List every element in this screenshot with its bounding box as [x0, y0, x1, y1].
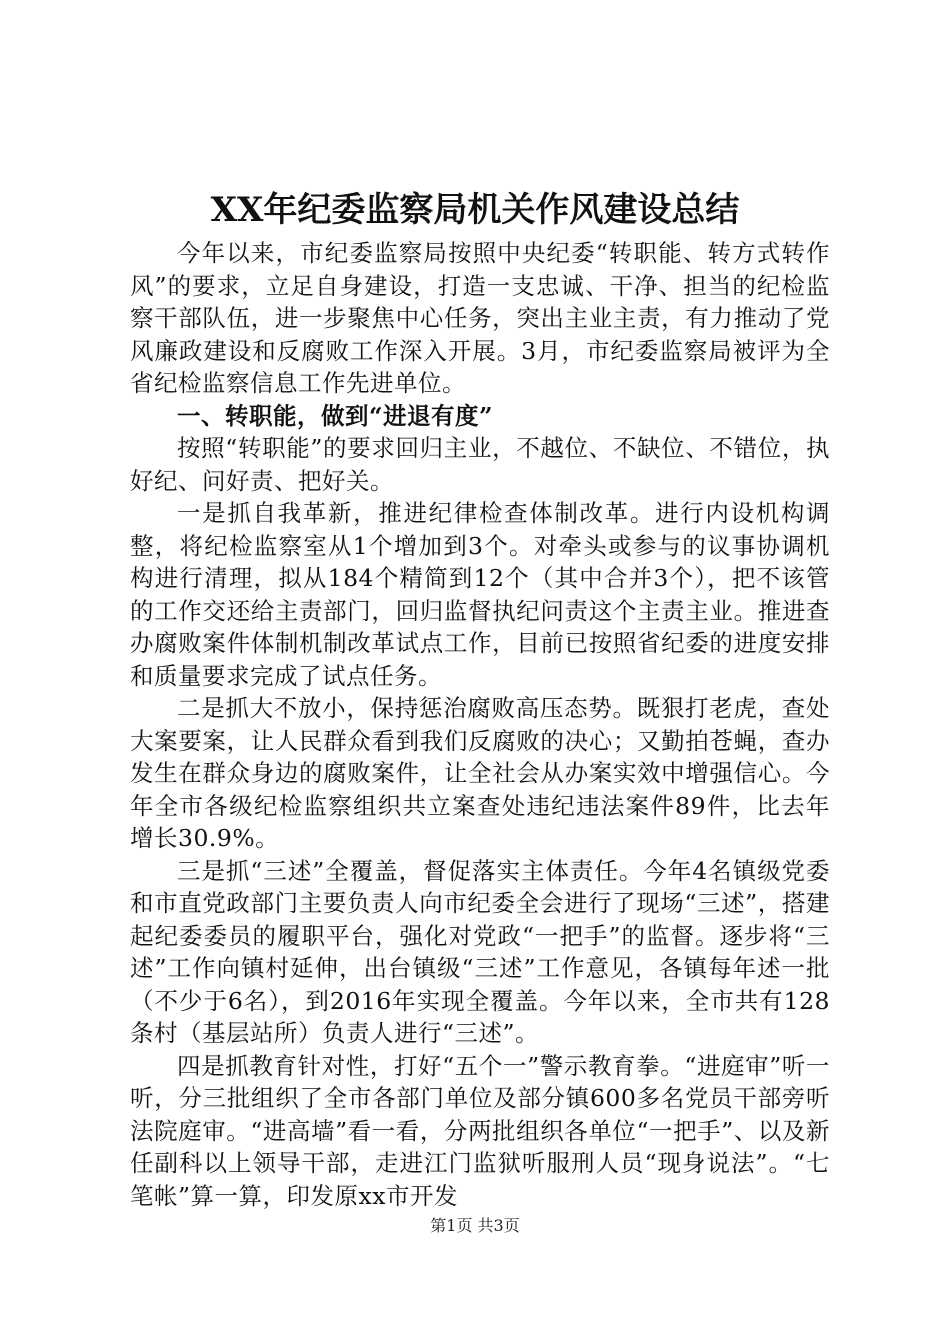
body-paragraph: 按照“转职能”的要求回归主业，不越位、不缺位、不错位，执好纪、问好责、把好关。 [130, 434, 830, 495]
body-paragraph: 二是抓大不放小，保持惩治腐败高压态势。既狠打老虎，查处大案要案，让人民群众看到我们反腐败的决心；又勤拍苍蝇，查办发生在群众身边的腐败案件，让全社会从办案实效中增强信心。今年全市各级纪检监察组织共立案查处违纪违法案件89件，比去年增长30.9%。 [130, 694, 830, 852]
section-heading: 一、转职能，做到“进退有度” [177, 401, 494, 430]
body-paragraph: 三是抓“三述”全覆盖，督促落实主体责任。今年4名镇级党委和市直党政部门主要负责人向市纪委全会进行了现场“三述”，搭建起纪委委员的履职平台，强化对党政“一把手”的监督。逐步将“三述”工作向镇村延伸，出台镇级“三述”工作意见，各镇每年述一批（不少于6名），到2016年实现全覆盖。今年以来，全市共有128条村（基层站所）负责人进行“三述”。 [130, 856, 830, 1047]
page-number-footer: 第1页 共3页 [430, 1216, 520, 1235]
intro-paragraph: 今年以来，市纪委监察局按照中央纪委“转职能、转方式转作风”的要求，立足自身建设，打造一支忠诚、干净、担当的纪检监察干部队伍，进一步聚焦中心任务，突出主业主责，有力推动了党风廉政建设和反腐败工作深入开展。3月，市纪委监察局被评为全省纪检监察信息工作先进单位。 [130, 239, 830, 397]
body-paragraph: 四是抓教育针对性，打好“五个一”警示教育拳。“进庭审”听一听，分三批组织了全市各部门单位及部分镇600多名党员干部旁听法院庭审。“进高墙”看一看，分两批组织各单位“一把手”、以及新任副科以上领导干部，走进江门监狱听服刑人员“现身说法”。“七笔帐”算一算，印发原xx市开发 [130, 1051, 830, 1210]
document-title: XX年纪委监察局机关作风建设总结 [210, 190, 740, 230]
body-paragraph: 一是抓自我革新，推进纪律检查体制改革。进行内设机构调整，将纪检监察室从1个增加到3个。对牵头或参与的议事协调机构进行清理，拟从184个精简到12个（其中合并3个），把不该管的工作交还给主责部门，回归监督执纪问责这个主责主业。推进查办腐败案件体制机制改革试点工作，目前已按照省纪委的进度安排和质量要求完成了试点任务。 [130, 499, 830, 690]
document-body [130, 237, 830, 1212]
